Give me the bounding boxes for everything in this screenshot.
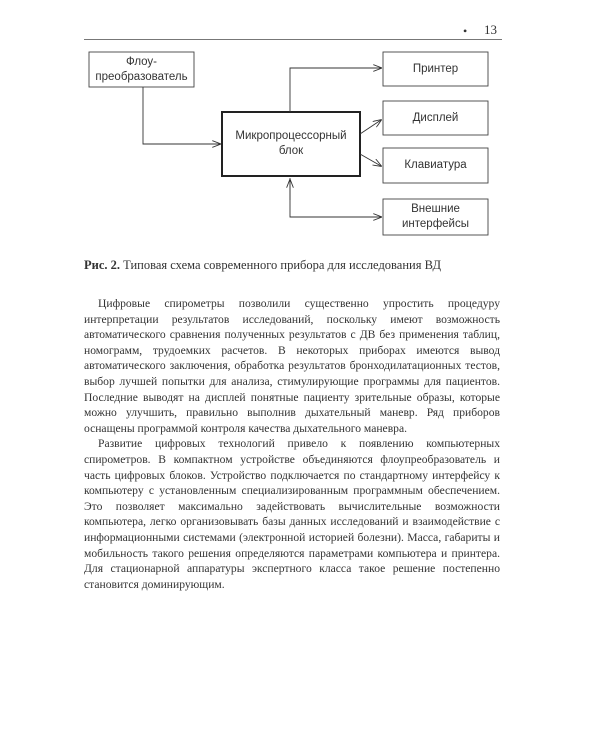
label-interfaces: Внешние интерфейсы [401, 203, 469, 230]
body-text [84, 296, 500, 592]
label-microprocessor: Микропроцессорный блок [235, 130, 347, 157]
caption-label: Рис. 2. [84, 258, 121, 272]
arrow-cpu-to-keyboard [360, 154, 381, 166]
header-bullet: • [463, 24, 468, 38]
paragraph: Развитие цифровых технологий привело к появлению компьютерных спирометров. В компактном устройстве объединяются флоупреобразователь и часть цифровых блоков. Устройство подключается по стандартному интерфейсу к компьютеру с установленным специализированным программным обеспечением. Это позволяет максимально задействовать вычислительные возможности компьютера, легко организовывать базы данных исследований и взаимодействие с информационными системами (электронной историей болезни). Масса, габариты и мобильность такого решения определяются параметрами компьютера и принтера. Для стационарной аппаратуры экспертного класса такое решение постепенно становится доминирующим. [84, 437, 500, 591]
arrow-cpu-to-interfaces [290, 178, 381, 217]
figure-caption [84, 258, 504, 273]
label-flow-converter: Флоу- преобразователь [95, 55, 188, 83]
label-keyboard: Клавиатура [404, 159, 467, 171]
page-number: 13 [484, 22, 497, 37]
arrow-flow-to-cpu [143, 87, 220, 144]
label-printer: Принтер [412, 62, 459, 75]
label-display: Дисплей [412, 111, 459, 124]
arrow-cpu-to-printer [290, 68, 381, 112]
paragraph: Цифровые спирометры позволили существенно упростить процедуру интерпретации результатов исследований, поскольку имеют возможность автоматического сравнения полученных результатов с ДВ без применения таблиц, номограмм, трудоемких расчетов. В некоторых приборах имеются вывод автоматического заключения, обработка результатов бронходилатационных тестов, выбор лучшей попытки для анализа, стимулирующие программы для пациентов. Последние выводят на дисплей понятные пациенту зрительные образы, которые можно улучшить, правильно выполнив дыхательный маневр. Ряд приборов оснащены программой контроля качества дыхательного маневра. [84, 297, 500, 435]
arrow-cpu-to-display [360, 120, 381, 134]
caption-text: Типовая схема современного прибора для исследования ВД [123, 258, 441, 272]
